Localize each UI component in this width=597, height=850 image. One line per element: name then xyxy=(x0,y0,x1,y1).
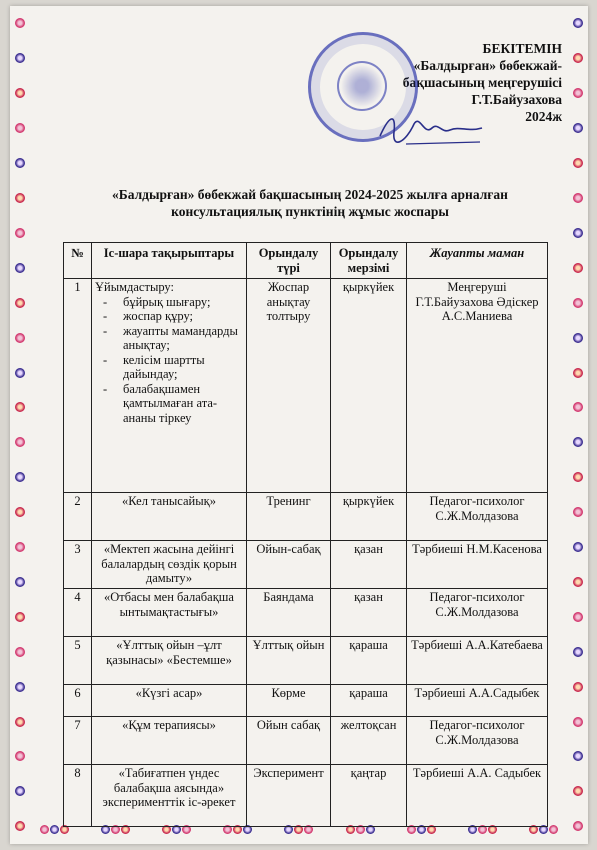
header-topic: Іс-шара тақырыптары xyxy=(92,243,247,279)
row-number: 8 xyxy=(64,765,92,827)
document-title xyxy=(80,186,540,220)
row-date: желтоқсан xyxy=(331,717,407,765)
row-number: 7 xyxy=(64,717,92,765)
flower-icon xyxy=(573,821,583,831)
title-line-2: консультациялық пунктінің жұмыс жоспары xyxy=(171,204,449,219)
flower-icon xyxy=(573,53,583,63)
flower-icon xyxy=(573,612,583,622)
row-topic: «Күзгі асар» xyxy=(92,685,247,717)
list-item: - бұйрық шығару; xyxy=(123,295,243,310)
flower-icon xyxy=(15,786,25,796)
flower-icon xyxy=(15,228,25,238)
row-number: 2 xyxy=(64,493,92,541)
flower-icon xyxy=(573,263,583,273)
flower-icon xyxy=(573,158,583,168)
flower-icon xyxy=(573,333,583,343)
flower-icon xyxy=(15,647,25,657)
row-number: 6 xyxy=(64,685,92,717)
flower-icon xyxy=(573,298,583,308)
table-row xyxy=(64,493,548,541)
flower-icon xyxy=(15,577,25,587)
row-topic: «Ұлттық ойын –ұлт қазынасы» «Бестемше» xyxy=(92,637,247,685)
row-topic: «Мектеп жасына дейінгі балалардың сөздік қорын дамыту» xyxy=(92,541,247,589)
flower-icon xyxy=(573,717,583,727)
flower-icon xyxy=(573,542,583,552)
row-date: қараша xyxy=(331,685,407,717)
row-form: Ұлттық ойын xyxy=(247,637,331,685)
row-responsible: Меңгеруші Г.Т.Байузахова Әдіскер А.С.Маниева xyxy=(407,279,548,493)
row-date: қазан xyxy=(331,589,407,637)
row-responsible: Педагог-психолог С.Ж.Молдазова xyxy=(407,717,548,765)
flower-icon xyxy=(15,193,25,203)
row-topic: «Отбасы мен балабақша ынтымақтастығы» xyxy=(92,589,247,637)
flower-icon xyxy=(15,437,25,447)
table-row xyxy=(64,541,548,589)
flower-icon xyxy=(573,647,583,657)
header-date: Орындалу мерзімі xyxy=(331,243,407,279)
row-responsible: Тәрбиеші Н.М.Касенова xyxy=(407,541,548,589)
flower-icon xyxy=(573,228,583,238)
flower-icon xyxy=(15,612,25,622)
table-row xyxy=(64,717,548,765)
table-row xyxy=(64,279,548,493)
row-form: Ойын-сабақ xyxy=(247,541,331,589)
right-flower-border xyxy=(571,6,585,844)
flower-icon xyxy=(15,88,25,98)
flower-icon xyxy=(15,368,25,378)
flower-icon xyxy=(15,751,25,761)
row-date: қаңтар xyxy=(331,765,407,827)
row-responsible: Тәрбиеші А.А. Садыбек xyxy=(407,765,548,827)
row-topic: «Кел танысайық» xyxy=(92,493,247,541)
flower-icon xyxy=(15,402,25,412)
table-row xyxy=(64,637,548,685)
flower-icon xyxy=(15,507,25,517)
list-item: - жоспар құру; xyxy=(123,309,243,324)
row-date: қазан xyxy=(331,541,407,589)
flower-icon xyxy=(573,751,583,761)
topic-heading: Ұйымдастыру: xyxy=(95,280,174,294)
plan-table xyxy=(63,242,548,827)
flower-icon xyxy=(15,717,25,727)
list-item: - балабақшамен қамтылмаған ата-ананы тіркеу xyxy=(123,382,243,426)
flower-icon xyxy=(573,368,583,378)
flower-icon xyxy=(15,263,25,273)
row-form: Көрме xyxy=(247,685,331,717)
row-date: қыркүйек xyxy=(331,493,407,541)
flower-icon xyxy=(573,18,583,28)
flower-icon xyxy=(573,123,583,133)
flower-icon xyxy=(573,507,583,517)
signature-icon xyxy=(376,106,486,148)
approval-line-1: «Балдырған» бөбекжай- xyxy=(413,58,562,73)
row-form: Тренинг xyxy=(247,493,331,541)
row-form: Баяндама xyxy=(247,589,331,637)
row-number: 1 xyxy=(64,279,92,493)
row-topic: «Табиғатпен үндес балабақша аясында» эксперименттік іс-әрекет xyxy=(92,765,247,827)
flower-icon xyxy=(15,158,25,168)
table-row xyxy=(64,589,548,637)
row-form: Ойын сабақ xyxy=(247,717,331,765)
list-item: - келісім шартты дайындау; xyxy=(123,353,243,382)
approval-heading: БЕКІТЕМІН xyxy=(482,41,562,56)
row-form: Эксперимент xyxy=(247,765,331,827)
flower-icon xyxy=(15,333,25,343)
row-number: 3 xyxy=(64,541,92,589)
row-form: Жоспар анықтау толтыру xyxy=(247,279,331,493)
row-date: қараша xyxy=(331,637,407,685)
flower-icon xyxy=(573,88,583,98)
approval-date: 2024ж xyxy=(525,109,562,124)
header-form: Орындалу түрі xyxy=(247,243,331,279)
row-topic xyxy=(92,279,247,493)
list-item: - жауапты мамандарды анықтау; xyxy=(123,324,243,353)
flower-icon xyxy=(15,472,25,482)
flower-icon xyxy=(15,53,25,63)
flower-icon xyxy=(573,402,583,412)
row-responsible: Тәрбиеші А.А.Садыбек xyxy=(407,685,548,717)
row-responsible: Педагог-психолог С.Ж.Молдазова xyxy=(407,493,548,541)
flower-icon xyxy=(573,786,583,796)
flower-icon xyxy=(15,682,25,692)
flower-icon xyxy=(15,123,25,133)
row-topic: «Құм терапиясы» xyxy=(92,717,247,765)
flower-icon xyxy=(573,682,583,692)
row-date: қыркүйек xyxy=(331,279,407,493)
table-header-row xyxy=(64,243,548,279)
flower-icon xyxy=(573,472,583,482)
flower-icon xyxy=(15,18,25,28)
document-sheet xyxy=(10,6,588,844)
row-responsible: Педагог-психолог С.Ж.Молдазова xyxy=(407,589,548,637)
table-row xyxy=(64,765,548,827)
row-responsible: Тәрбиеші А.А.Катебаева xyxy=(407,637,548,685)
approval-line-2: бақшасының меңгерушісі xyxy=(402,75,562,90)
approval-name: Г.Т.Байузахова xyxy=(471,92,562,107)
header-number: № xyxy=(64,243,92,279)
title-line-1: «Балдырған» бөбекжай бақшасының 2024-2025 жылға арналған xyxy=(112,187,508,202)
flower-icon xyxy=(573,437,583,447)
flower-icon xyxy=(573,193,583,203)
left-flower-border xyxy=(13,6,27,844)
emblem-icon xyxy=(337,61,387,111)
flower-icon xyxy=(15,298,25,308)
row-number: 4 xyxy=(64,589,92,637)
row-number: 5 xyxy=(64,637,92,685)
flower-icon xyxy=(573,577,583,587)
task-list xyxy=(95,295,243,426)
header-responsible: Жауапты маман xyxy=(407,243,548,279)
table-row xyxy=(64,685,548,717)
flower-icon xyxy=(15,542,25,552)
